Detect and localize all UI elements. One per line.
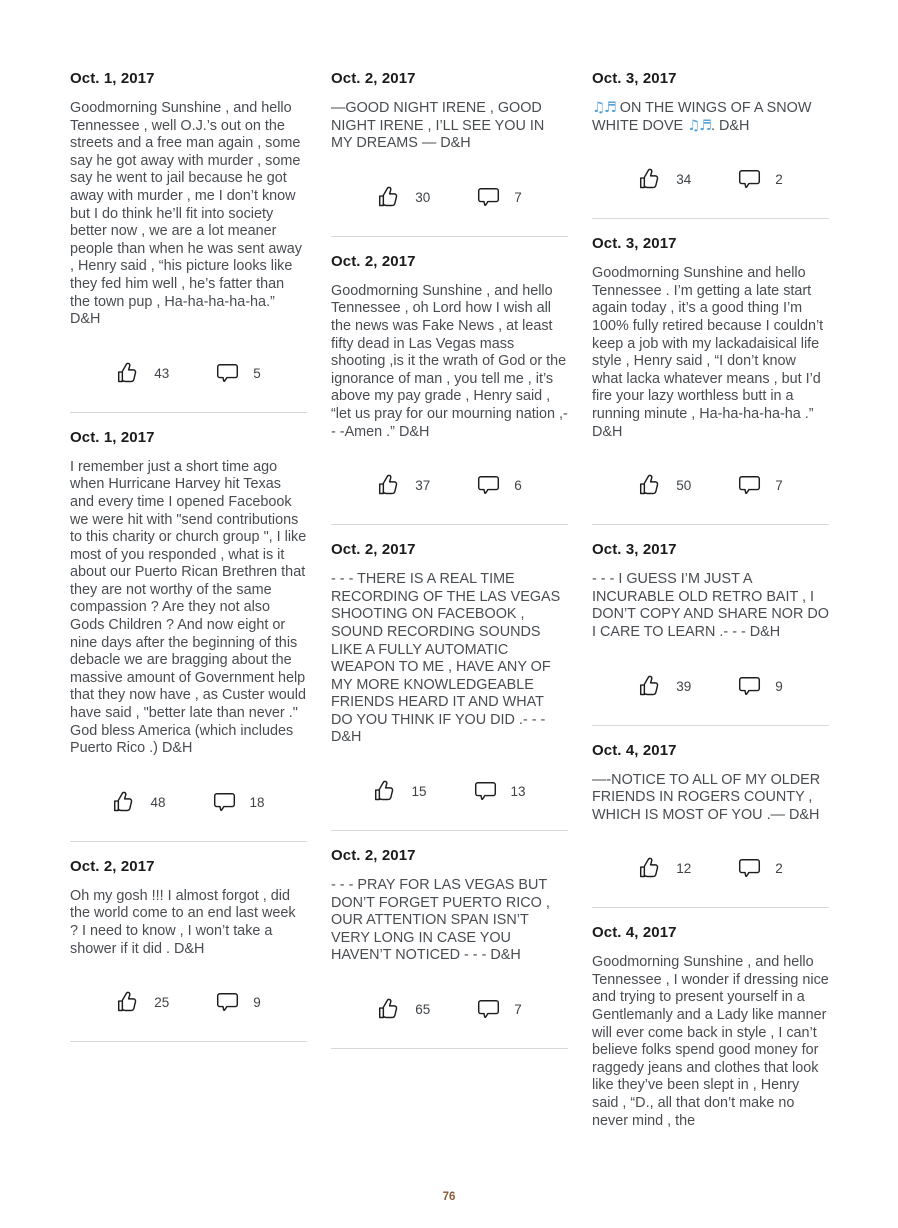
like-count-group [377,997,430,1022]
comment-count: 13 [510,784,526,800]
like-count: 43 [154,365,170,381]
post-body: Goodmorning Sunshine , and hello Tennessee , oh Lord how I wish all the news was Fake News , at least fifty dead in Las Vegas mass shooting ,is it the wrath of God or the ignorance of man , you tell me , it’s above my pay grade , Henry said , “let us pray for our mourning nation ,- - -Amen .” D&H [331,282,568,440]
post-divider [70,412,307,413]
post [331,70,568,237]
post-date: Oct. 2, 2017 [331,252,416,270]
post-body: - - - I GUESS I’M JUST A INCURABLE OLD RETRO BAIT , I DON’T COPY AND SHARE NOR DO I CARE TO LEARN .- - - D&H [592,571,829,640]
thumbs-up-icon [638,856,663,881]
thumbs-up-icon [377,473,402,498]
comment-count-group [737,674,783,699]
post-actions [331,779,568,804]
post [331,847,568,1049]
post-body: —GOOD NIGHT IRENE , GOOD NIGHT IRENE , I’LL SEE YOU IN MY DREAMS — D&H [331,100,545,152]
post-actions [70,361,307,386]
post-actions [331,185,568,210]
post-date: Oct. 3, 2017 [592,70,677,87]
like-count-group [377,185,430,210]
post [70,858,307,1042]
thumbs-up-icon [638,674,663,699]
page-number: 76 [442,1191,456,1203]
post [592,235,829,525]
comment-count: 2 [775,861,783,877]
post-divider [592,218,829,219]
comment-count-group [212,790,265,815]
like-count: 39 [676,678,692,694]
post-body: Goodmorning Sunshine and hello Tennessee . I’m getting a late start again today , it’s a good thing I’m 100% fully retired because I couldn’t keep a job with my lackadaisical life style , Henry said , “I don’t know what lacka whatever means , but I’d fire your lazy worthless butt in a running minute , Ha-ha-ha-ha-ha .” D&H [592,265,824,440]
post-body: —-NOTICE TO ALL OF MY OLDER FRIENDS IN ROGERS COUNTY , WHICH IS MOST OF YOU .— D&H [592,771,821,823]
musical-notes-emoji: ♫♬ [592,100,616,116]
post-date: Oct. 4, 2017 [592,924,677,942]
like-count-group [638,473,691,498]
post-actions [70,990,307,1015]
like-count-group [638,167,691,192]
post-actions [592,674,829,699]
comment-icon [215,990,240,1015]
post [592,70,829,219]
post [331,253,568,525]
like-count: 15 [411,784,427,800]
column-3 [592,70,829,1130]
post-actions [331,997,568,1022]
post-date: Oct. 2, 2017 [331,541,416,559]
post-divider [70,841,307,842]
post-date: Oct. 3, 2017 [592,235,677,253]
comment-icon [212,790,237,815]
post-date: Oct. 1, 2017 [70,428,155,446]
thumbs-up-icon [116,361,141,386]
post-divider [331,830,568,831]
post-divider [70,1041,307,1042]
post-date: Oct. 2, 2017 [331,70,416,87]
comment-count: 7 [514,1002,522,1018]
post-date: Oct. 2, 2017 [70,857,155,875]
like-count-group [116,361,169,386]
like-count-group [377,473,430,498]
like-count: 12 [676,861,692,877]
comment-count: 2 [775,172,783,188]
comment-count: 9 [775,678,783,694]
post-divider [331,236,568,237]
comment-count-group [476,997,522,1022]
post-body: - - - THERE IS A REAL TIME RECORDING OF THE LAS VEGAS SHOOTING ON FACEBOOK , SOUND RECORDING SOUNDS LIKE A FULLY AUTOMATIC WEAPON TO ME , HAVE ANY OF MY MORE KNOWLEDGEABLE FRIENDS HEARD IT AND WHAT DO YOU THINK IF YOU DID .- - - D&H [331,571,561,746]
post-date: Oct. 2, 2017 [331,847,416,865]
thumbs-up-icon [377,185,402,210]
comment-count: 7 [514,189,522,205]
comment-icon [476,473,501,498]
post-date: Oct. 3, 2017 [592,541,677,559]
post-actions [70,790,307,815]
post [70,429,307,842]
comment-count-group [215,361,261,386]
comment-icon [476,997,501,1022]
comment-count-group [737,167,783,192]
comment-icon [215,361,240,386]
post [331,541,568,831]
post [592,742,829,909]
comment-count: 6 [514,478,522,494]
post-actions [331,473,568,498]
comment-icon [737,856,762,881]
comment-count-group [737,856,783,881]
post-actions [592,473,829,498]
post-body: ♫♬ ON THE WINGS OF A SNOW WHITE DOVE ♫♬. D&H [592,100,812,134]
comment-count: 9 [253,995,261,1011]
like-count: 48 [150,794,166,810]
post-divider [331,524,568,525]
like-count: 37 [415,478,431,494]
post-body: Oh my gosh !!! I almost forgot , did the world come to an end last week ? I need to know , I won’t take a shower if it did . D&H [70,887,296,957]
post-date: Oct. 4, 2017 [592,741,677,759]
comment-icon [737,167,762,192]
post-actions [592,167,829,192]
post-body: - - - PRAY FOR LAS VEGAS BUT DON’T FORGET PUERTO RICO , OUR ATTENTION SPAN ISN’T VERY LONG IN CASE YOU HAVEN’T NOTICED - - - D&H [331,877,550,964]
post [592,924,829,1130]
like-count: 50 [676,478,692,494]
comment-icon [476,185,501,210]
comment-icon [737,473,762,498]
post [592,541,829,725]
thumbs-up-icon [116,990,141,1015]
like-count-group [112,790,165,815]
thumbs-up-icon [112,790,137,815]
post-divider [331,1048,568,1049]
musical-notes-emoji: ♫♬ [687,117,711,134]
post-divider [592,725,829,726]
post [70,70,307,413]
thumbs-up-icon [373,779,398,804]
like-count-group [373,779,426,804]
comment-count: 5 [253,365,261,381]
post-divider [592,524,829,525]
thumbs-up-icon [638,473,663,498]
like-count: 30 [415,189,431,205]
post-actions [592,856,829,881]
comment-icon [473,779,498,804]
comment-count-group [476,473,522,498]
like-count-group [638,674,691,699]
thumbs-up-icon [638,167,663,192]
comment-count-group [737,473,783,498]
comment-count-group [476,185,522,210]
post-body: I remember just a short time ago when Hurricane Harvey hit Texas and every time I opened Facebook we were hit with "send contributions to this charity or church group ", I like most of you responded , what is it about our Puerto Rican Brethren that they are not worthy of the same compassion ? Are they not also Gods Children ? And now eight or nine days after the beginning of this debacle we are bragging about the massive amount of Government help that they now have , as Custer would have said , "better late than never ." God bless America (which includes Puerto Rico .) D&H [70,458,307,757]
comment-count: 7 [775,478,783,494]
posts-grid [70,70,829,1130]
thumbs-up-icon [377,997,402,1022]
post-divider [592,907,829,908]
comment-count: 18 [249,794,265,810]
post-body: Goodmorning Sunshine , and hello Tennessee , I wonder if dressing nice and trying to present yourself in a Gentlemanly and a Lady like manner will ever come back in style , I can’t believe folks spend good money for raggedy jeans and clothes that look like they’ve been slept in , Henry said , “D., all that don’t make no never mind , the [592,954,829,1129]
column-2 [331,70,568,1130]
column-1 [70,70,307,1130]
post-body: Goodmorning Sunshine , and hello Tennessee , well O.J.’s out on the streets and a free man again , some say he got away with murder , some say he went to jail because he got away with murder , me I don’t know but I do think he’ll fit into society better now , we are a lot meaner people than when he was sent away , Henry said , “his picture looks like they fed him well , he’s fatter than the town pup , Ha-ha-ha-ha-ha.” D&H [70,100,303,328]
comment-icon [737,674,762,699]
comment-count-group [473,779,526,804]
comment-count-group [215,990,261,1015]
like-count: 25 [154,995,170,1011]
like-count: 65 [415,1002,431,1018]
like-count: 34 [676,172,692,188]
post-date: Oct. 1, 2017 [70,70,155,87]
like-count-group [116,990,169,1015]
like-count-group [638,856,691,881]
